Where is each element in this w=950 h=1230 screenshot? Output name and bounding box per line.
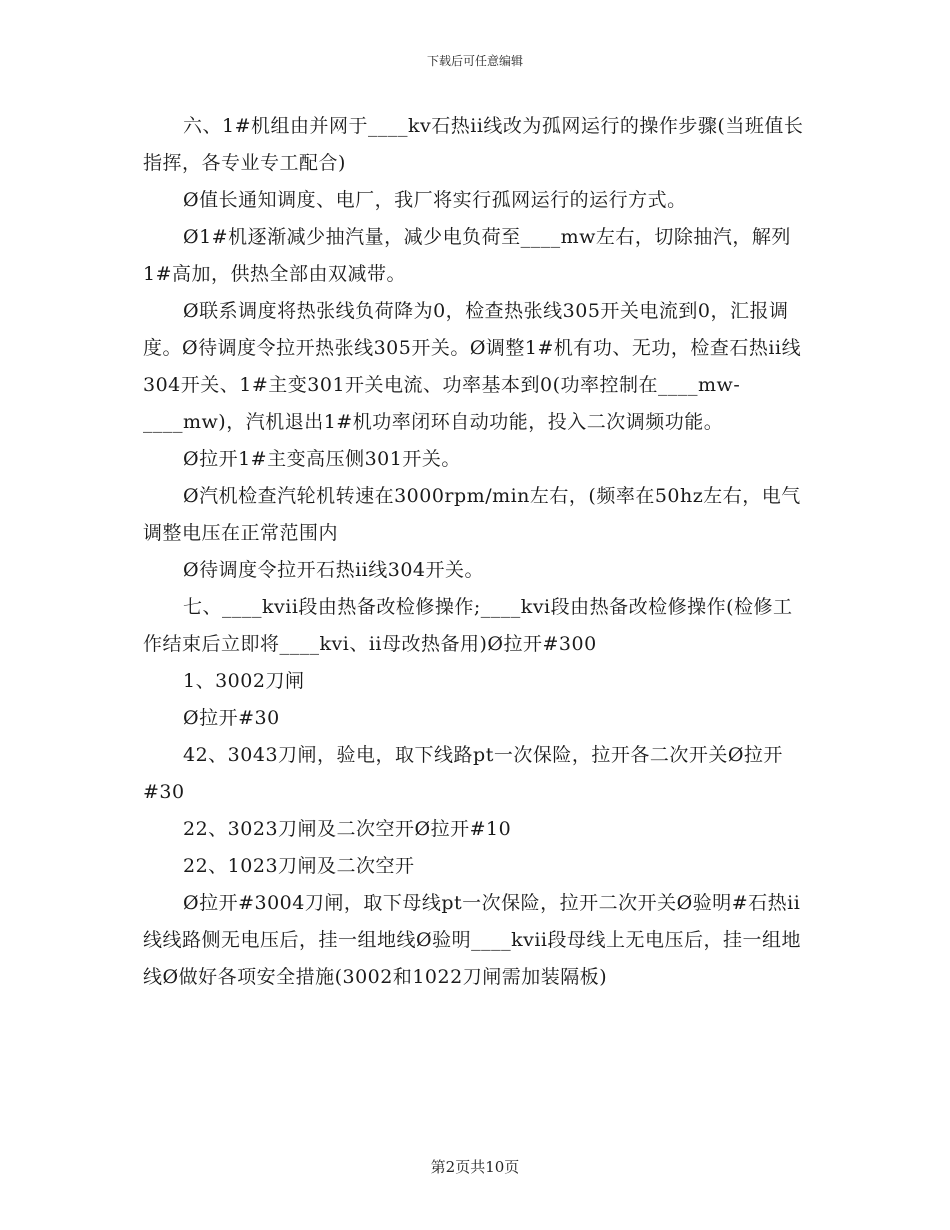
paragraph-step: 22、1023刀闸及二次空开 [183,855,415,877]
paragraph-step: Ø汽机检查汽轮机转速在3000rpm/min左右，(频率在50hz左右，电气调整电压在正常范围内 [143,485,801,544]
paragraph-step: 22、3023刀闸及二次空开Ø拉开#10 [183,818,512,840]
paragraph-step: Ø拉开#30 [183,707,280,729]
page-footer: 第2页共10页 [430,1158,520,1176]
paragraph-section-7-title: 七、____kvii段由热备改检修操作;____kvi段由热备改检修操作(检修工作结束后立即将____kvi、ii母改热备用)Ø拉开#300 [143,596,793,655]
paragraph-section-6-title: 六、1#机组由并网于____kv石热ii线改为孤网运行的操作步骤(当班值长指挥，各专业专工配合) [143,115,804,174]
document-body [143,108,808,996]
paragraph-step: 1、3002刀闸 [183,670,305,692]
page-header: 下载后可任意编辑 [426,54,523,68]
paragraph-step: Ø拉开#3004刀闸，取下母线pt一次保险，拉开二次开关Ø验明#石热ii线线路侧无电压后，挂一组地线Ø验明____kvii段母线上无电压后，挂一组地线Ø做好各项安全措施(3002和1022刀闸需加装隔板) [143,892,801,988]
paragraph-step: Ø值长通知调度、电厂，我厂将实行孤网运行的运行方式。 [183,189,687,211]
paragraph-step: Ø联系调度将热张线负荷降为0，检查热张线305开关电流到0，汇报调度。Ø待调度令拉开热张线305开关。Ø调整1#机有功、无功，检查石热ii线304开关、1#主变301开关电流、功率基本到0(功率控制在____mw-____mw)，汽机退出1#机功率闭环自动功能，投入二次调频功能。 [143,300,802,433]
paragraph-step: Ø拉开1#主变高压侧301开关。 [183,448,461,470]
paragraph-step: Ø待调度令拉开石热ii线304开关。 [183,559,484,581]
paragraph-step: 42、3043刀闸，验电，取下线路pt一次保险，拉开各二次开关Ø拉开#30 [143,744,783,803]
paragraph-step: Ø1#机逐渐减少抽汽量，减少电负荷至____mw左右，切除抽汽，解列1#高加，供热全部由双减带。 [143,226,791,285]
